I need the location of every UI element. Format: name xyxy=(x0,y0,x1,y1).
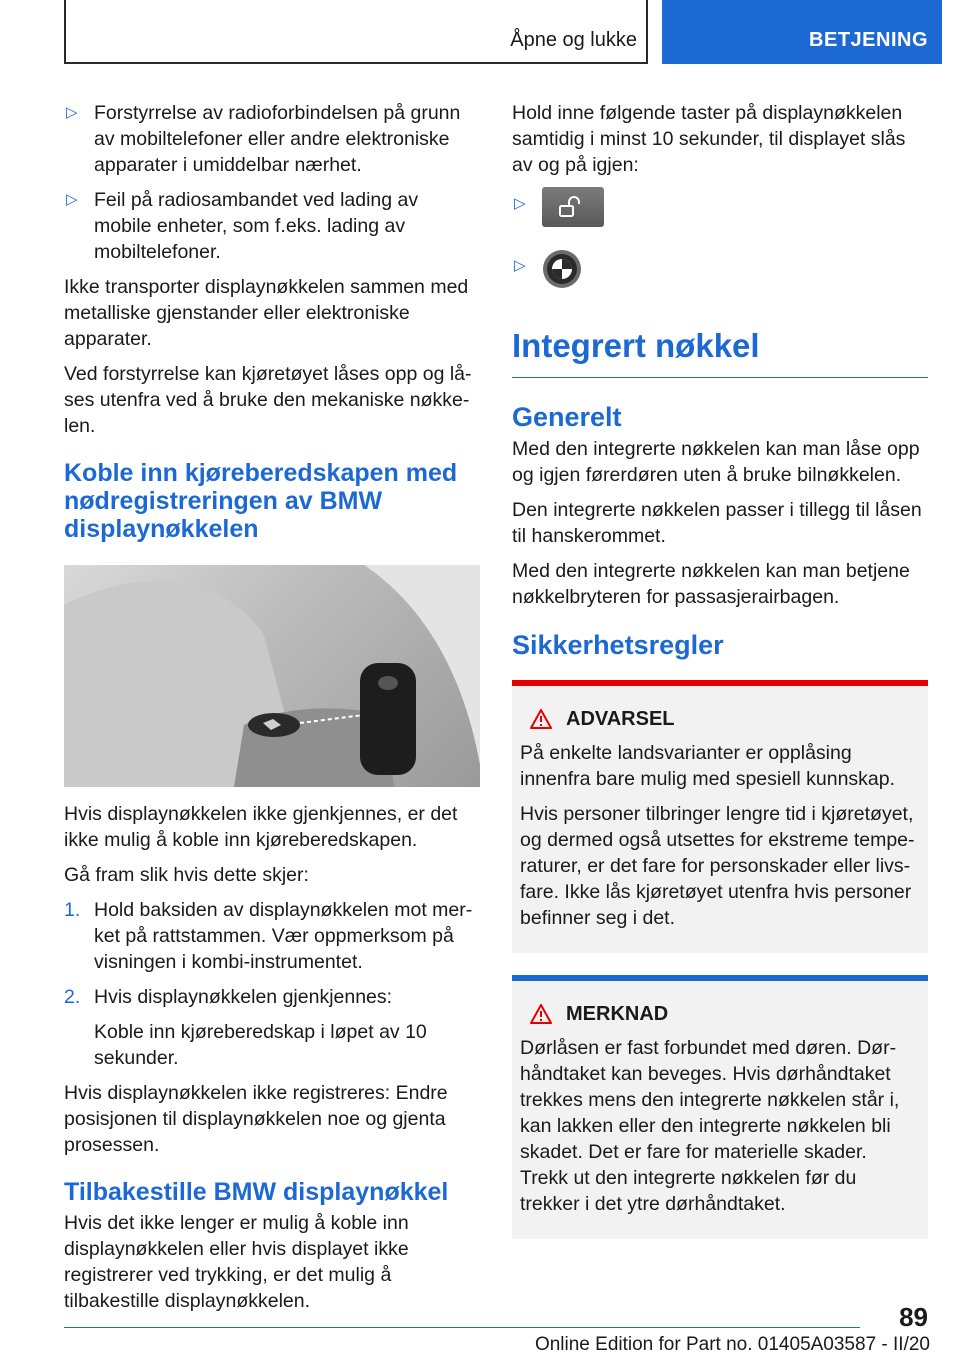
paragraph-not-recognized: Hvis displaynøkkelen ikke gjenkjennes, er det ikke mulig å koble inn kjøreberedskapen. xyxy=(64,803,458,851)
footer-divider xyxy=(64,1327,860,1328)
paragraph-general-3: Med den integrerte nøkkelen kan man betjene nøkkelbryteren for passasjerairbagen. xyxy=(512,560,910,608)
paragraph-not-registered: Hvis displaynøkkelen ikke registreres: Endre posisjonen til displaynøkkelen noe og gjenta prosessen. xyxy=(64,1082,448,1156)
heading-connect-readiness: Koble inn kjøreberedskapen med nødregistreringen av BMW displaynøkkelen xyxy=(64,459,458,543)
heading-reset-key: Tilbakestille BMW displaynøkkel xyxy=(64,1178,449,1206)
bullet-triangle-icon: ▷ xyxy=(514,195,526,212)
list-item xyxy=(512,187,928,241)
right-column xyxy=(512,100,928,1253)
bmw-logo-button-icon xyxy=(542,249,582,289)
paragraph-general-1: Med den integrerte nøkkelen kan man låse opp og igjen førerdøren uten å bruke bilnøkkelen. xyxy=(512,438,920,486)
notice-paragraph: Dørlåsen er fast forbundet med døren. Dørhåndtaket kan beveges. Hvis dørhåndtaket trekkes mens den integrerte nøkkelen står i, kan lakken eller den integrerte nøkkelen bli skadet. Det er fare for materielle skader. Trekk ut den integrerte nøkkelen før du trekker i det ytre dørhåndtaket. xyxy=(520,1037,900,1215)
notice-box xyxy=(512,975,928,1239)
list-item xyxy=(64,100,480,178)
warning-title-text: ADVARSEL xyxy=(566,708,675,730)
list-item xyxy=(64,187,480,265)
page-number: 89 xyxy=(899,1302,928,1332)
list-item xyxy=(64,897,480,975)
steering-column-illustration xyxy=(64,565,480,787)
paragraph-transport: Ikke transporter displaynøkkelen sammen med metalliske gjenstander eller elektroniske apparater. xyxy=(64,276,469,350)
step-text: Hold baksiden av displaynøkkelen mot merket på rattstammen. Vær oppmerksom på visningen i kombi-instrumentet. xyxy=(94,899,473,973)
heading-integrated-key: Integrert nøkkel xyxy=(512,327,928,378)
step-number: 2. xyxy=(64,986,81,1008)
warning-paragraph-1: På enkelte landsvarianter er opplåsing innenfra bare mulig med spesiell kunnskap. xyxy=(520,742,896,790)
paragraph-hold-keys: Hold inne følgende taster på displaynøkkelen samtidig i minst 10 sekunder, til displayet slås av og på igjen: xyxy=(512,102,906,176)
paragraph-reset: Hvis det ikke lenger er mulig å koble inn displaynøkkelen eller hvis displayet ikke registrerer ved trykking, er det mulig å tilbakestille displaynøkkelen. xyxy=(64,1212,409,1312)
paragraph-procedure-intro: Gå fram slik hvis dette skjer: xyxy=(64,864,309,886)
notice-title xyxy=(520,1001,918,1027)
paragraph-general-2: Den integrerte nøkkelen passer i tillegg til låsen til hanskerommet. xyxy=(512,499,922,547)
list-item xyxy=(512,249,928,303)
left-column xyxy=(64,100,480,1323)
warning-paragraph-2: Hvis personer tilbringer lengre tid i kjøretøyet, og dermed også utsettes for ekstreme temperaturer, er det fare for personskader eller livsfare. Ikke lås kjøretøyet utenfra hvis personer befinner seg i det. xyxy=(520,803,915,929)
notice-title-text: MERKNAD xyxy=(566,1003,669,1025)
unlock-button-icon xyxy=(542,187,604,227)
warning-title xyxy=(520,706,918,732)
bullet-triangle-icon: ▷ xyxy=(514,257,526,274)
list-item-text: Forstyrrelse av radioforbindelsen på grunn av mobiltelefoner eller andre elektroniske apparater i umiddelbar nærhet. xyxy=(94,102,461,176)
steering-column-figure xyxy=(64,565,480,787)
list-item xyxy=(64,984,480,1010)
heading-safety: Sikkerhetsregler xyxy=(512,630,724,660)
footer-edition: Online Edition for Part no. 01405A03587 - II/20 xyxy=(534,1334,930,1355)
bullet-triangle-icon: ▷ xyxy=(66,191,78,208)
paragraph-interference: Ved forstyrrelse kan kjøretøyet låses opp og låses utenfra ved å bruke den mekaniske nøkkelen. xyxy=(64,363,472,437)
warning-box xyxy=(512,680,928,953)
warning-triangle-icon xyxy=(530,709,552,729)
bullet-triangle-icon: ▷ xyxy=(66,104,78,121)
list-item-text: Feil på radiosambandet ved lading av mobile enheter, som f.eks. lading av mobiltelefoner. xyxy=(94,189,419,263)
heading-general: Generelt xyxy=(512,402,622,432)
header-section-title: Åpne og lukke xyxy=(510,29,637,51)
header-chapter-tab: BETJENING xyxy=(662,0,942,64)
step-text: Hvis displaynøkkelen gjenkjennes: xyxy=(94,986,393,1008)
step-2-detail: Koble inn kjøreberedskap i løpet av 10 sekunder. xyxy=(94,1021,427,1069)
step-number: 1. xyxy=(64,899,81,921)
warning-triangle-icon xyxy=(530,1004,552,1024)
